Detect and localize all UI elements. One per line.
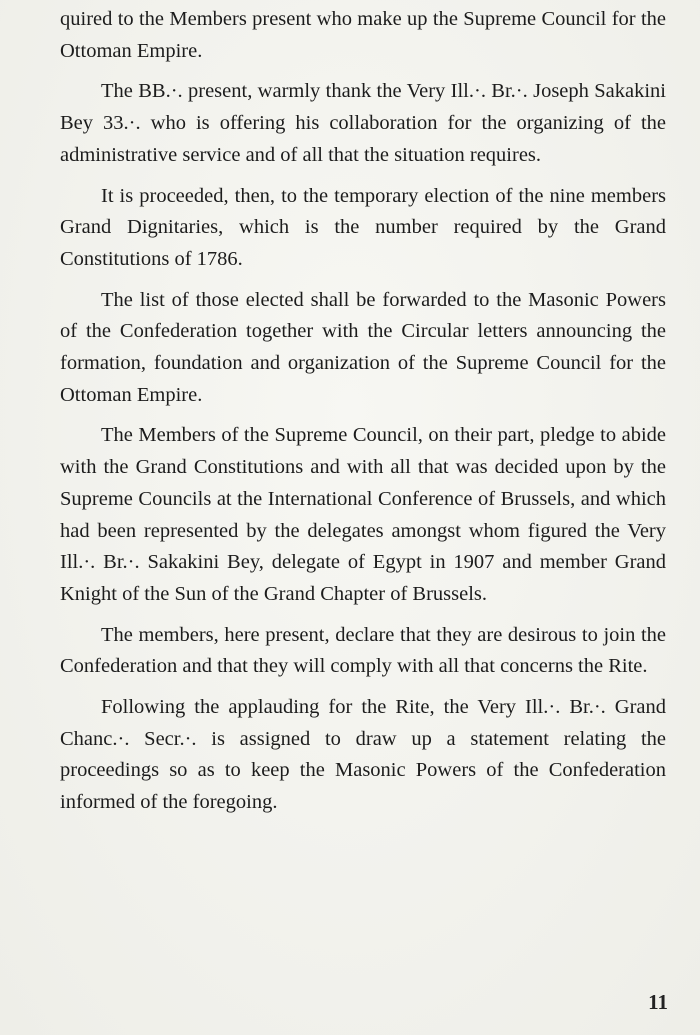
paragraph: The list of those elected shall be forwarded to the Masonic Powers of the Confederation together with the Circular letters announcing the formation, foundation and organization of the Supreme Council for the Ottoman Empire.	[60, 288, 666, 406]
paragraph: The Members of the Supreme Council, on their part, pledge to abide with the Grand Constitutions and with all that was decided upon by the Supreme Councils at the International Conference of Brussels, and which had been represented by the delegates amongst whom figured the Very Ill.·. Br.·. Sakakini Bey, delegate of Egypt in 1907 and member Grand Knight of the Sun of the Grand Chapter of Brussels.	[60, 424, 666, 605]
document-body	[60, 4, 666, 828]
paragraph: It is proceeded, then, to the temporary election of the nine members Grand Dignitaries, which is the number required by the Grand Constitutions of 1786.	[60, 184, 666, 270]
paragraph: quired to the Members present who make up the Supreme Council for the Ottoman Empire.	[60, 8, 666, 62]
page-number: 11	[648, 990, 668, 1014]
paragraph: Following the applauding for the Rite, the Very Ill.·. Br.·. Grand Chanc.·. Secr.·. is assigned to draw up a statement relating the proceedings so as to keep the Masonic Powers of the Confederation informed of the foregoing.	[60, 696, 666, 814]
paragraph: The members, here present, declare that they are desirous to join the Confederation and that they will comply with all that concerns the Rite.	[60, 623, 666, 678]
paragraph: The BB.·. present, warmly thank the Very Ill.·. Br.·. Joseph Sakakini Bey 33.·. who is offering his collaboration for the organizing of the administrative service and of all that the situation requires.	[60, 80, 666, 166]
